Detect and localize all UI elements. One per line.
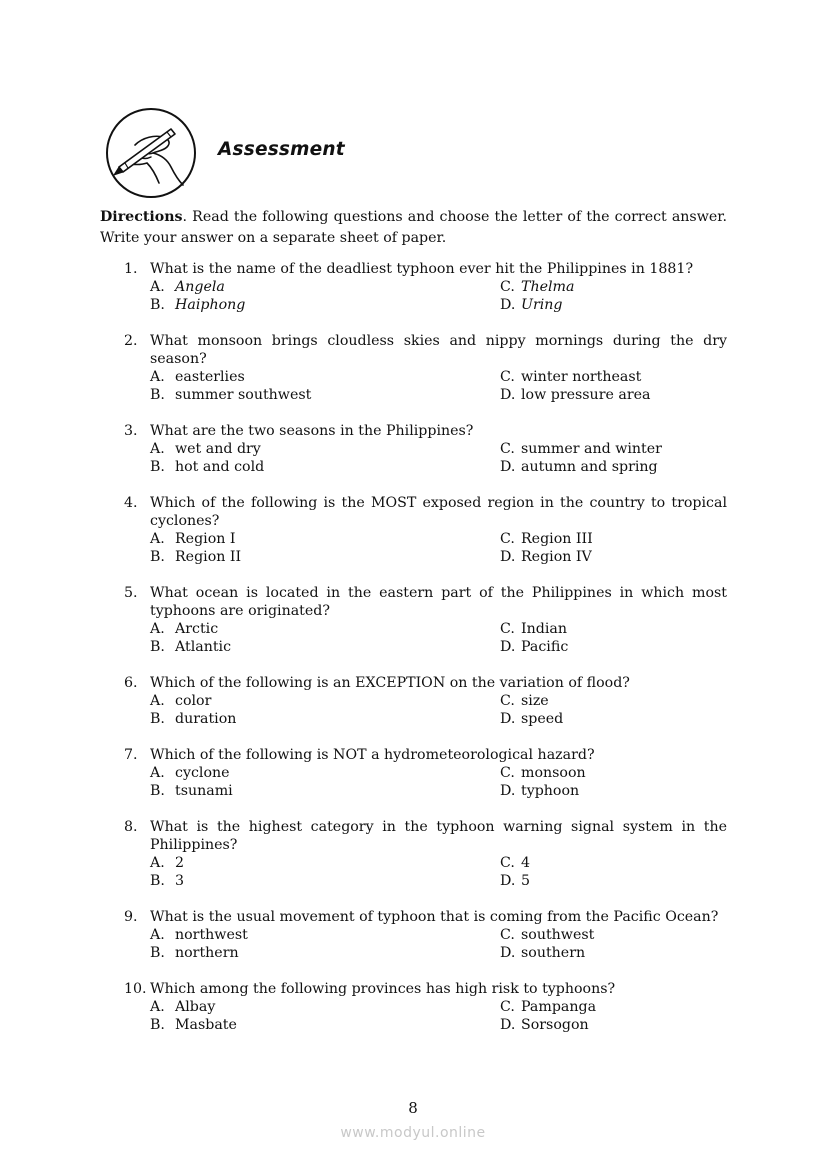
option-letter: A. — [150, 279, 165, 295]
question-text: Which of the following is an EXCEPTION on the variation of flood? — [150, 675, 630, 691]
option-text: Angela — [175, 279, 225, 295]
option-letter: D. — [500, 387, 516, 403]
directions-text: . Read the following questions and choose the letter of the correct answer. Write your answer on a separate sheet of paper. — [100, 209, 727, 246]
question-number: 8. — [124, 819, 138, 835]
option-text: easterlies — [175, 369, 245, 385]
option-text: winter northeast — [521, 369, 642, 385]
option-letter: A. — [150, 441, 165, 457]
question-number: 10. — [124, 981, 147, 997]
option-text: 2 — [175, 855, 185, 871]
question-text: Which among the following provinces has high risk to typhoons? — [150, 981, 616, 997]
option-text: Thelma — [521, 279, 575, 295]
answer-option — [500, 872, 727, 890]
page-title: Assessment — [218, 139, 345, 160]
option-letter: C. — [500, 531, 515, 547]
question-text: Which of the following is the MOST exposed region in the country to tropical cyclones? — [150, 495, 727, 529]
question-number: 9. — [124, 909, 138, 925]
option-text: southwest — [521, 927, 595, 943]
option-letter: B. — [150, 459, 165, 475]
answer-option — [150, 440, 500, 458]
answer-option — [500, 386, 727, 404]
option-letter: C. — [500, 279, 515, 295]
answer-option — [150, 278, 500, 296]
option-letter: A. — [150, 693, 165, 709]
answer-option — [500, 530, 727, 548]
option-letter: A. — [150, 927, 165, 943]
option-letter: B. — [150, 549, 165, 565]
option-text: Uring — [521, 297, 563, 313]
question-item — [100, 494, 727, 566]
question-item — [100, 746, 727, 800]
option-text: northern — [175, 945, 239, 961]
answer-option — [150, 854, 500, 872]
answer-option — [150, 386, 500, 404]
option-letter: D. — [500, 873, 516, 889]
option-text: Arctic — [175, 621, 219, 637]
answer-option — [150, 764, 500, 782]
answer-option — [500, 764, 727, 782]
answer-option — [150, 368, 500, 386]
question-text: What monsoon brings cloudless skies and nippy mornings during the dry season? — [150, 333, 727, 367]
answer-options — [150, 530, 727, 566]
option-letter: D. — [500, 711, 516, 727]
answer-options — [150, 926, 727, 962]
answer-option — [150, 1016, 500, 1034]
option-text: Atlantic — [175, 639, 232, 655]
option-letter: B. — [150, 783, 165, 799]
question-number: 2. — [124, 333, 138, 349]
option-letter: C. — [500, 765, 515, 781]
option-letter: A. — [150, 531, 165, 547]
answer-option — [500, 782, 727, 800]
option-text: 3 — [175, 873, 185, 889]
question-number: 7. — [124, 747, 138, 763]
option-letter: C. — [500, 621, 515, 637]
option-text: summer southwest — [175, 387, 312, 403]
answer-option — [150, 458, 500, 476]
option-letter: A. — [150, 765, 165, 781]
answer-option — [150, 620, 500, 638]
option-letter: D. — [500, 783, 516, 799]
answer-options — [150, 368, 727, 404]
directions-paragraph — [100, 207, 727, 249]
option-text: summer and winter — [521, 441, 662, 457]
option-text: speed — [521, 711, 564, 727]
option-text: 5 — [521, 873, 531, 889]
option-letter: C. — [500, 441, 515, 457]
option-text: typhoon — [521, 783, 580, 799]
option-text: cyclone — [175, 765, 230, 781]
option-letter: B. — [150, 711, 165, 727]
option-letter: B. — [150, 639, 165, 655]
option-text: northwest — [175, 927, 248, 943]
option-text: Indian — [521, 621, 567, 637]
question-item — [100, 980, 727, 1034]
answer-options — [150, 620, 727, 656]
answer-option — [150, 530, 500, 548]
option-letter: B. — [150, 387, 165, 403]
question-item — [100, 260, 727, 314]
answer-option — [150, 548, 500, 566]
option-letter: B. — [150, 945, 165, 961]
question-item — [100, 908, 727, 962]
option-text: Haiphong — [175, 297, 246, 313]
question-text: What is the name of the deadliest typhoon ever hit the Philippines in 1881? — [150, 261, 694, 277]
option-letter: A. — [150, 369, 165, 385]
option-text: Region I — [175, 531, 236, 547]
answer-options — [150, 278, 727, 314]
option-text: Sorsogon — [521, 1017, 589, 1033]
question-text: What are the two seasons in the Philippines? — [150, 423, 474, 439]
question-list — [100, 260, 727, 1052]
option-letter: C. — [500, 369, 515, 385]
answer-option — [500, 692, 727, 710]
option-text: color — [175, 693, 212, 709]
answer-option — [150, 998, 500, 1016]
question-item — [100, 818, 727, 890]
answer-options — [150, 764, 727, 800]
question-item — [100, 422, 727, 476]
answer-option — [150, 638, 500, 656]
option-letter: D. — [500, 297, 516, 313]
question-item — [100, 674, 727, 728]
question-number: 6. — [124, 675, 138, 691]
question-text: What is the usual movement of typhoon that is coming from the Pacific Ocean? — [150, 909, 719, 925]
option-text: Region IV — [521, 549, 592, 565]
answer-option — [150, 926, 500, 944]
answer-options — [150, 692, 727, 728]
question-text: Which of the following is NOT a hydrometeorological hazard? — [150, 747, 595, 763]
option-text: tsunami — [175, 783, 233, 799]
directions-label: Directions — [100, 209, 183, 225]
option-text: autumn and spring — [521, 459, 658, 475]
question-item — [100, 332, 727, 404]
option-letter: B. — [150, 297, 165, 313]
answer-options — [150, 854, 727, 890]
option-text: Pacific — [521, 639, 569, 655]
option-text: 4 — [521, 855, 531, 871]
question-number: 5. — [124, 585, 138, 601]
answer-option — [500, 1016, 727, 1034]
option-letter: D. — [500, 1017, 516, 1033]
answer-option — [500, 854, 727, 872]
answer-option — [500, 296, 727, 314]
answer-option — [500, 548, 727, 566]
option-text: Region III — [521, 531, 593, 547]
option-letter: C. — [500, 855, 515, 871]
option-text: wet and dry — [175, 441, 261, 457]
option-text: duration — [175, 711, 237, 727]
answer-option — [150, 782, 500, 800]
option-text: monsoon — [521, 765, 586, 781]
option-text: size — [521, 693, 549, 709]
answer-option — [150, 872, 500, 890]
option-letter: A. — [150, 621, 165, 637]
option-letter: D. — [500, 945, 516, 961]
answer-option — [500, 638, 727, 656]
answer-option — [150, 692, 500, 710]
answer-option — [500, 998, 727, 1016]
option-text: Masbate — [175, 1017, 237, 1033]
answer-option — [500, 620, 727, 638]
answer-options — [150, 440, 727, 476]
page-number: 8 — [408, 1099, 418, 1117]
answer-option — [500, 944, 727, 962]
answer-options — [150, 998, 727, 1034]
question-item — [100, 584, 727, 656]
option-letter: C. — [500, 693, 515, 709]
option-letter: B. — [150, 1017, 165, 1033]
watermark: www.modyul.online — [340, 1125, 486, 1141]
pencil-in-hand-icon — [105, 107, 197, 199]
question-number: 1. — [124, 261, 138, 277]
option-letter: C. — [500, 999, 515, 1015]
question-text: What is the highest category in the typhoon warning signal system in the Philippines? — [150, 819, 727, 853]
answer-option — [150, 710, 500, 728]
option-text: Pampanga — [521, 999, 597, 1015]
option-letter: D. — [500, 639, 516, 655]
answer-option — [500, 368, 727, 386]
option-letter: D. — [500, 549, 516, 565]
answer-option — [500, 278, 727, 296]
option-text: hot and cold — [175, 459, 265, 475]
answer-option — [500, 926, 727, 944]
question-number: 3. — [124, 423, 138, 439]
option-text: Albay — [175, 999, 216, 1015]
answer-option — [150, 944, 500, 962]
option-text: low pressure area — [521, 387, 651, 403]
option-letter: C. — [500, 927, 515, 943]
option-letter: A. — [150, 999, 165, 1015]
option-letter: A. — [150, 855, 165, 871]
option-letter: D. — [500, 459, 516, 475]
answer-option — [150, 296, 500, 314]
option-letter: B. — [150, 873, 165, 889]
answer-option — [500, 440, 727, 458]
question-number: 4. — [124, 495, 138, 511]
answer-option — [500, 710, 727, 728]
option-text: Region II — [175, 549, 242, 565]
question-text: What ocean is located in the eastern part of the Philippines in which most typhoons are originated? — [150, 585, 727, 619]
answer-option — [500, 458, 727, 476]
option-text: southern — [521, 945, 586, 961]
